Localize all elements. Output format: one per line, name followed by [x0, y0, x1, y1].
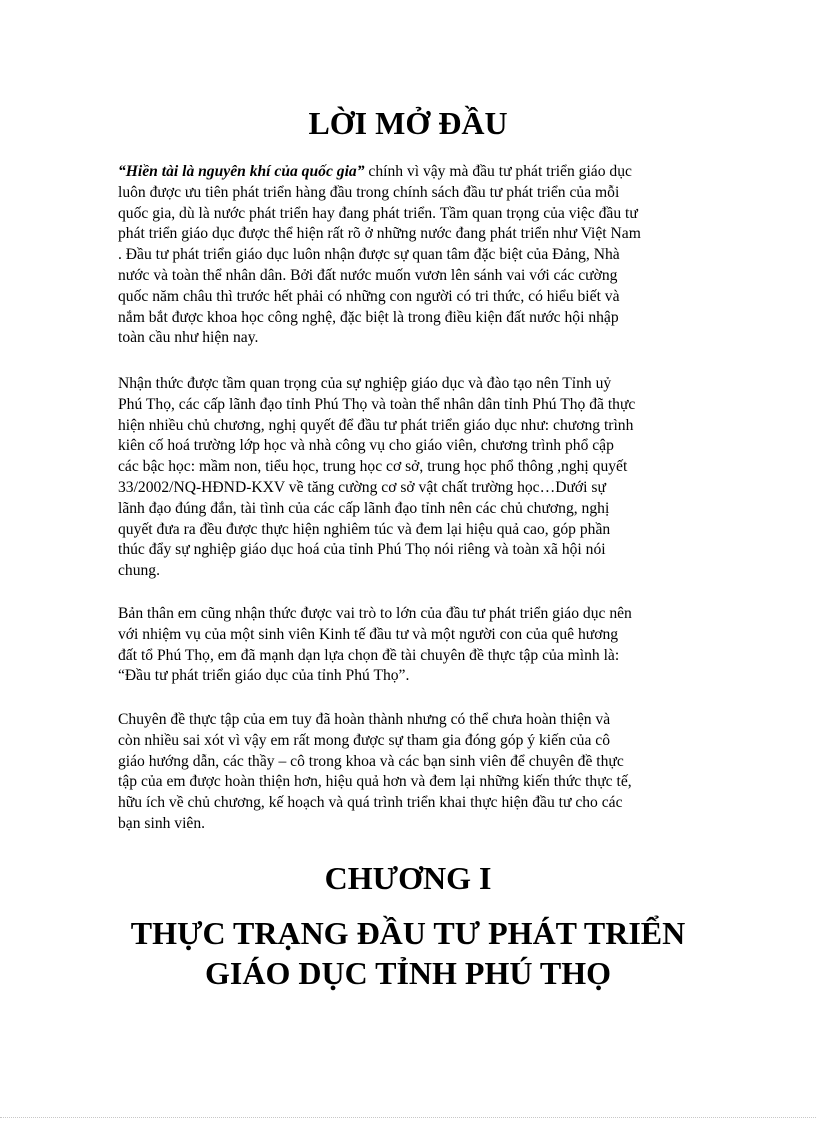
paragraph-line: quốc năm châu thì trước hết phải có những con người có tri thức, có hiểu biết và [118, 287, 620, 305]
paragraph-line: quyết đưa ra đều được thực hiện nghiêm túc và đem lại hiệu quả cao, góp phần [118, 520, 611, 538]
chapter-title-line: THỰC TRẠNG ĐẦU TƯ PHÁT TRIỂN [130, 915, 686, 951]
paragraph-line: hữu ích về chủ chương, kế hoạch và quá trình triển khai thực hiện đầu tư cho các [118, 794, 623, 812]
paragraph-line-text: chính vì vậy mà đầu tư phát triển giáo dục [364, 163, 632, 180]
paragraph-line: hiện nhiều chủ chương, nghị quyết để đầu tư phát triển giáo dục như: chương trình [118, 416, 634, 434]
paragraph-4 [118, 710, 706, 835]
chapter-number: CHƯƠNG I [324, 860, 492, 896]
paragraph-line: Nhận thức được tầm quan trọng của sự nghiệp giáo dục và đào tạo nên Tỉnh uỷ [118, 375, 612, 392]
paragraph-line: toàn cầu như hiện nay. [118, 329, 259, 347]
paragraph-1 [118, 162, 706, 349]
paragraph-3 [118, 604, 706, 687]
chapter-title [0, 913, 816, 993]
paragraph-line: luôn được ưu tiên phát triển hàng đầu trong chính sách đầu tư phát triển của mỗi [118, 183, 620, 201]
paragraph-line: “Đầu tư phát triển giáo dục của tỉnh Phú Thọ”. [118, 667, 410, 685]
paragraph-line: Bản thân em cũng nhận thức được vai trò to lớn của đầu tư phát triển giáo dục nên [118, 605, 632, 622]
paragraph-line: 33/2002/NQ-HĐND-KXV về tăng cường cơ sở vật chất trường học…Dưới sự [118, 478, 606, 496]
paragraph-line: phát triển giáo dục được thể hiện rất rõ ở những nước đang phát triển như Việt Nam [118, 225, 641, 243]
paragraph-line [118, 162, 706, 183]
paragraph-line: kiên cố hoá trường lớp học và nhà công vụ cho giáo viên, chương trình phổ cập [118, 437, 614, 455]
paragraph-line: Chuyên đề thực tập của em tuy đã hoàn thành nhưng có thể chưa hoàn thiện và [118, 711, 611, 728]
chapter-title-line: GIÁO DỤC TỈNH PHÚ THỌ [205, 955, 611, 991]
paragraph-line: giáo hướng dẫn, các thầy – cô trong khoa và các bạn sinh viên để chuyên đề thực [118, 752, 624, 770]
page-title: LỜI MỞ ĐẦU [308, 105, 508, 141]
quote-text: “Hiền tài là nguyên khí của quốc gia” [118, 163, 365, 180]
paragraph-2 [118, 374, 706, 582]
paragraph-line: chung. [118, 562, 161, 580]
paragraph-line: bạn sinh viên. [118, 814, 206, 832]
paragraph-line: còn nhiều sai xót vì vậy em rất mong được sự tham gia đóng góp ý kiến của cô [118, 731, 610, 749]
paragraph-line: lãnh đạo đúng đắn, tài tình của các cấp lãnh đạo tỉnh nên các chủ chương, nghị [118, 499, 610, 517]
paragraph-line: nước và toàn thể nhân dân. Bởi đất nước muốn vươn lên sánh vai với các cường [118, 266, 618, 284]
paragraph-line: đất tổ Phú Thọ, em đã mạnh dạn lựa chọn đề tài chuyên đề thực tập của mình là: [118, 646, 620, 664]
paragraph-line: thúc đẩy sự nghiệp giáo dục hoá của tỉnh Phú Thọ nói riêng và toàn xã hội nói [118, 541, 606, 559]
paragraph-line: Phú Thọ, các cấp lãnh đạo tỉnh Phú Thọ và toàn thể nhân dân tỉnh Phú Thọ đã thực [118, 395, 636, 413]
paragraph-line: tập của em được hoàn thiện hơn, hiệu quả hơn và đem lại những kiến thức thực tế, [118, 773, 632, 791]
paragraph-line: nắm bắt được khoa học công nghệ, đặc biệt là trong điều kiện đất nước hội nhập [118, 308, 619, 326]
paragraph-line: quốc gia, dù là nước phát triển hay đang phát triển. Tầm quan trọng của việc đầu tư [118, 204, 638, 222]
paragraph-line: các bậc học: mầm non, tiểu học, trung học cơ sở, trung học phổ thông ,nghị quyết [118, 458, 628, 476]
paragraph-line: với nhiệm vụ của một sinh viên Kinh tế đầu tư và một người con của quê hương [118, 625, 619, 643]
paragraph-line: . Đầu tư phát triển giáo dục luôn nhận được sự quan tâm đặc biệt của Đảng, Nhà [118, 246, 620, 264]
page-bottom-divider [0, 1117, 816, 1118]
